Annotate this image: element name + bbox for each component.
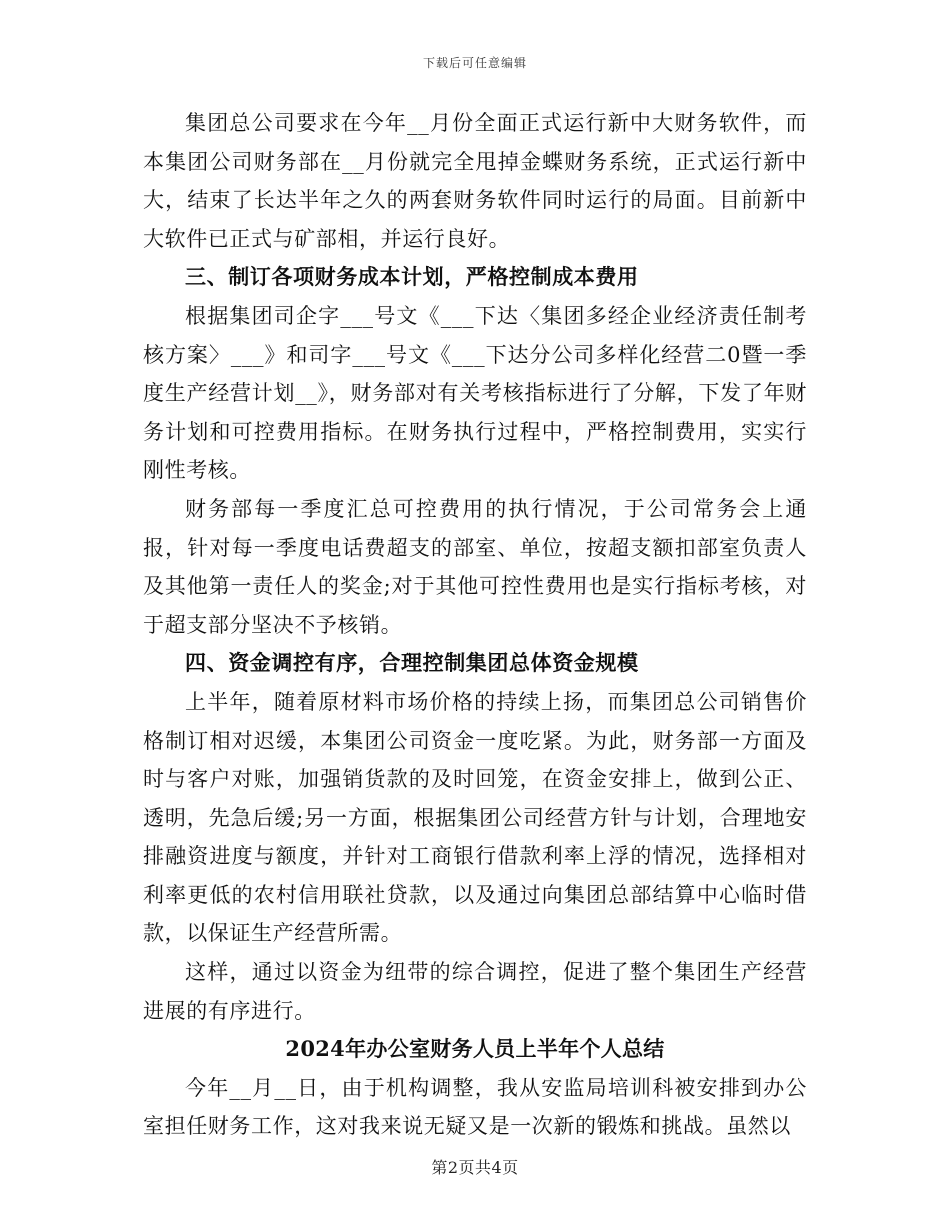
- paragraph-conclusion: 这样，通过以资金为纽带的综合调控，促进了整个集团生产经营进展的有序进行。: [143, 960, 807, 1023]
- document-body: [143, 104, 807, 1146]
- paragraph-funds: 上半年，随着原材料市场价格的持续上扬，而集团总公司销售价格制订相对迟缓，本集团公司资金一度吃紧。为此，财务部一方面及时与客户对账，加强销货款的及时回笼，在资金安排上，做到公正、透明，先急后缓;另一方面，根据集团公司经营方针与计划，合理地安排融资进度与额度，并针对工商银行借款利率上浮的情况，选择相对利率更低的农村信用联社贷款，以及通过向集团总部结算中心临时借款，以保证生产经营所需。: [143, 689, 807, 946]
- page-number: 第2页共4页: [431, 1158, 519, 1177]
- paragraph-intro: 今年__月__日，由于机构调整，我从安监局培训科被安排到办公室担任财务工作，这对我来说无疑又是一次新的锻炼和挑战。虽然以: [143, 1075, 807, 1139]
- section-heading-3: 三、制订各项财务成本计划，严格控制成本费用: [185, 264, 639, 290]
- paragraph-plan: 根据集团司企字___号文《___下达〈集团多经企业经济责任制考核方案〉___》和司字___号文《___下达分公司多样化经营二0暨一季度生产经营计划__》，财务部对有关考核指标进行了分解，下发了年财务计划和可控费用指标。在财务执行过程中，严格控制费用，实实行刚性考核。: [143, 303, 807, 483]
- document-title: 2024年办公室财务人员上半年个人总结: [285, 1036, 665, 1062]
- paragraph-software: 集团总公司要求在今年__月份全面正式运行新中大财务软件，而本集团公司财务部在__月份就完全甩掉金蝶财务系统，正式运行新中大，结束了长达半年之久的两套财务软件同时运行的局面。目前新中大软件已正式与矿部相，并运行良好。: [143, 111, 807, 251]
- page-header-note: 下载后可任意编辑: [422, 56, 527, 70]
- section-heading-4: 四、资金调控有序，合理控制集团总体资金规模: [185, 650, 639, 676]
- paragraph-quarterly-report: 财务部每一季度汇总可控费用的执行情况，于公司常务会上通报，针对每一季度电话费超支的部室、单位，按超支额扣部室负责人及其他第一责任人的奖金;对于其他可控性费用也是实行指标考核，对于超支部分坚决不予核销。: [143, 496, 807, 637]
